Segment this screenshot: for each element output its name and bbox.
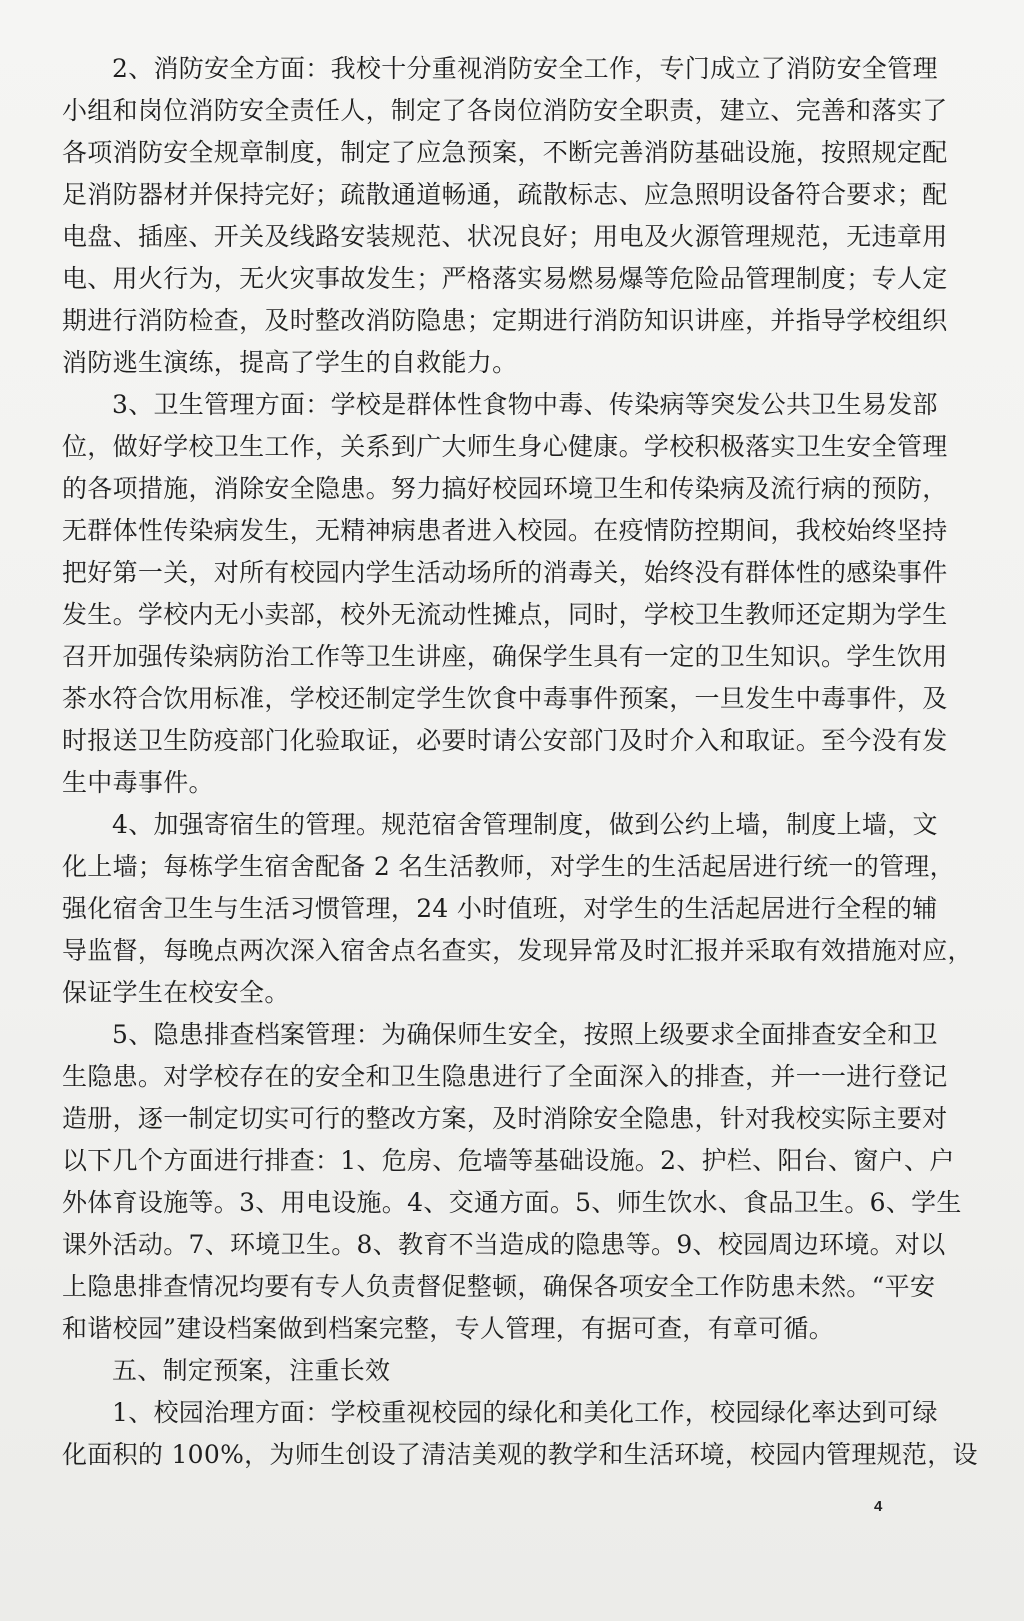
text-line: 导监督，每晚点两次深入宿舍点名查实，发现异常及时汇报并采取有效措施对应， [62,936,973,965]
page-number: 4 [874,1498,883,1515]
text-line: 强化宿舍卫生与生活习惯管理，24 小时值班，对学生的生活起居进行全程的辅 [62,894,938,923]
text-line: 和谐校园”建设档案做到档案完整，专人管理，有据可查，有章可循。 [62,1314,835,1343]
text-line: 时报送卫生防疫部门化验取证，必要时请公安部门及时介入和取证。至今没有发 [62,726,948,755]
text-line: 消防逃生演练，提高了学生的自救能力。 [62,348,518,377]
paragraph-hazard-archive [62,1014,962,1350]
text-line: 外体育设施等。3、用电设施。4、交通方面。5、师生饮水、食品卫生。6、学生 [62,1188,962,1217]
text-line: 5、隐患排查档案管理：为确保师生安全，按照上级要求全面排查安全和卫 [112,1020,938,1049]
text-line: 生中毒事件。 [62,768,214,797]
text-line: 位，做好学校卫生工作，关系到广大师生身心健康。学校积极落实卫生安全管理 [62,432,948,461]
text-line: 生隐患。对学校存在的安全和卫生隐患进行了全面深入的排查，并一一进行登记 [62,1062,948,1091]
text-line: 1、校园治理方面：学校重视校园的绿化和美化工作，校园绿化率达到可绿 [112,1398,938,1427]
text-line: 足消防器材并保持完好；疏散通道畅通，疏散标志、应急照明设备符合要求；配 [62,180,948,209]
text-line: 以下几个方面进行排查：1、危房、危墙等基础设施。2、护栏、阳台、窗户、户 [62,1146,955,1175]
paragraph-campus-governance [62,1392,978,1476]
text-line: 电、用火行为，无火灾事故发生；严格落实易燃易爆等危险品管理制度；专人定 [62,264,948,293]
text-line: 的各项措施，消除安全隐患。努力搞好校园环境卫生和传染病及流行病的预防， [62,474,948,503]
text-line: 4、加强寄宿生的管理。规范宿舍管理制度，做到公约上墙，制度上墙，文 [112,810,938,839]
text-line: 化面积的 100%，为师生创设了清洁美观的教学和生活环境，校园内管理规范，设 [62,1440,978,1469]
text-line: 保证学生在校安全。 [62,978,290,1007]
text-line: 期进行消防检查，及时整改消防隐患；定期进行消防知识讲座，并指导学校组织 [62,306,948,335]
text-line: 化上墙；每栋学生宿舍配备 2 名生活教师，对学生的生活起居进行统一的管理， [62,852,955,881]
paragraph-boarding [62,804,973,1014]
section-heading [62,1350,912,1392]
text-line: 茶水符合饮用标准，学校还制定学生饮食中毒事件预案，一旦发生中毒事件，及 [62,684,948,713]
document-body [62,48,978,1476]
text-line: 电盘、插座、开关及线路安装规范、状况良好；用电及火源管理规范，无违章用 [62,222,948,251]
paragraph-fire-safety [62,48,948,384]
text-line: 无群体性传染病发生，无精神病患者进入校园。在疫情防控期间，我校始终坚持 [62,516,948,545]
paragraph-hygiene [62,384,948,804]
text-line: 发生。学校内无小卖部，校外无流动性摊点，同时，学校卫生教师还定期为学生 [62,600,948,629]
text-line: 造册，逐一制定切实可行的整改方案，及时消除安全隐患，针对我校实际主要对 [62,1104,948,1133]
text-line: 课外活动。7、环境卫生。8、教育不当造成的隐患等。9、校园周边环境。对以 [62,1230,946,1259]
text-line: 3、卫生管理方面：学校是群体性食物中毒、传染病等突发公共卫生易发部 [112,390,938,419]
text-line: 2、消防安全方面：我校十分重视消防安全工作，专门成立了消防安全管理 [112,54,938,83]
text-line: 把好第一关，对所有校园内学生活动场所的消毒关，始终没有群体性的感染事件 [62,558,948,587]
section-heading-text: 五、制定预案，注重长效 [112,1356,391,1385]
text-line: 各项消防安全规章制度，制定了应急预案，不断完善消防基础设施，按照规定配 [62,138,948,167]
text-line: 召开加强传染病防治工作等卫生讲座，确保学生具有一定的卫生知识。学生饮用 [62,642,948,671]
text-line: 小组和岗位消防安全责任人，制定了各岗位消防安全职责，建立、完善和落实了 [62,96,948,125]
text-line: 上隐患排查情况均要有专人负责督促整顿，确保各项安全工作防患未然。“平安 [62,1272,936,1301]
